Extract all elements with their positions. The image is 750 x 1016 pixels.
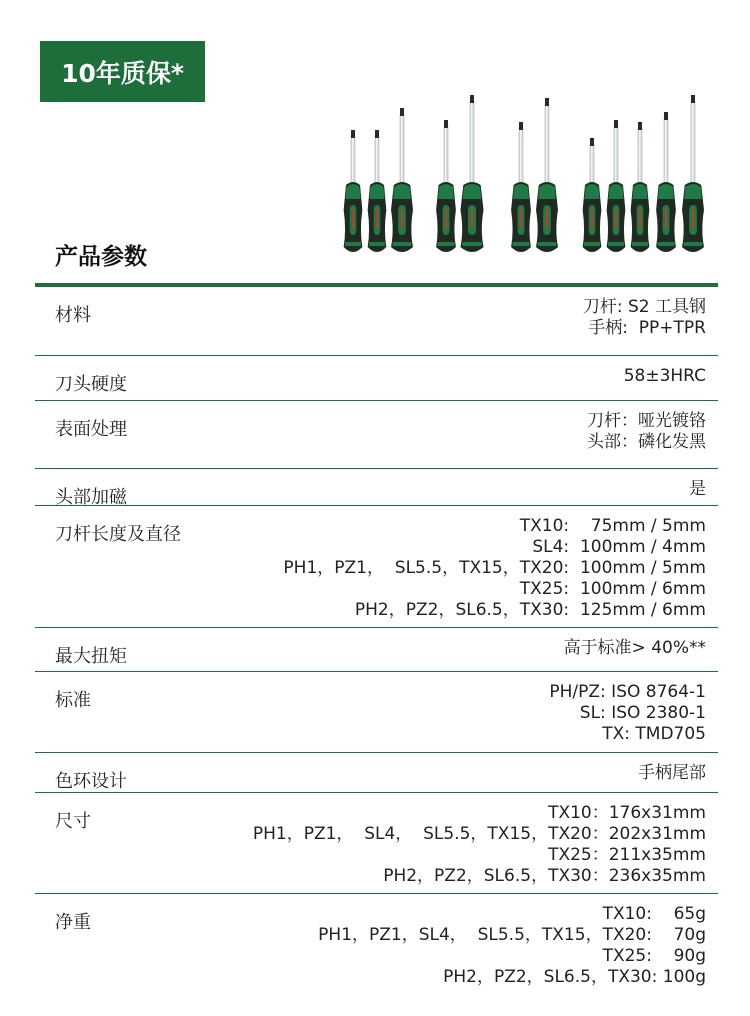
spec-label: 刀杆长度及直径 xyxy=(55,524,181,545)
spec-value-line: 58±3HRC xyxy=(623,366,706,386)
spec-value xyxy=(587,401,718,468)
screwdriver-icon xyxy=(511,122,531,252)
spec-row xyxy=(35,401,718,469)
spec-value xyxy=(564,628,718,671)
spec-label: 标准 xyxy=(55,690,91,711)
screwdriver-icon xyxy=(536,98,558,252)
spec-value-line: PH2，PZ2，SL6.5，TX30: 100g xyxy=(443,967,706,987)
spec-value-line: 是 xyxy=(689,479,706,499)
spec-value-line: 头部：磷化发黑 xyxy=(587,432,706,452)
spec-value-line: TX25: 100mm / 6mm xyxy=(519,579,706,599)
spec-label: 表面处理 xyxy=(55,419,127,440)
screwdriver-icon xyxy=(607,120,626,252)
spec-value-line: TX10：176x31mm xyxy=(548,803,706,823)
screwdriver-icon xyxy=(583,138,602,252)
spec-value-line: PH/PZ: ISO 8764-1 xyxy=(549,682,706,702)
spec-label: 净重 xyxy=(55,912,91,933)
spec-value xyxy=(318,894,718,990)
spec-row xyxy=(35,753,718,793)
spec-value-line: TX10: 75mm / 5mm xyxy=(519,516,706,536)
spec-value xyxy=(583,287,718,355)
spec-value xyxy=(549,672,718,752)
screwdriver-icon xyxy=(436,120,456,252)
spec-row xyxy=(35,793,718,894)
spec-label: 材料 xyxy=(55,305,91,326)
spec-row xyxy=(35,356,718,401)
screwdriver-set-image xyxy=(335,90,715,265)
spec-row xyxy=(35,287,718,356)
screwdriver-icon xyxy=(368,130,387,252)
screwdriver-icon xyxy=(460,95,483,252)
spec-value-line: SL4: 100mm / 4mm xyxy=(532,537,706,557)
spec-label: 色环设计 xyxy=(55,771,127,792)
spec-value-line: PH1，PZ1， SL5.5，TX15，TX20: 100mm / 5mm xyxy=(283,558,706,578)
spec-value-line: 手柄: PP+TPR xyxy=(588,318,706,338)
screwdriver-icon xyxy=(656,112,676,252)
section-title: 产品参数 xyxy=(55,244,147,270)
spec-value-line: PH1，PZ1，SL4， SL5.5，TX15，TX20: 70g xyxy=(318,925,706,945)
spec-value-line: TX25: 90g xyxy=(602,946,706,966)
spec-value-line: TX: TMD705 xyxy=(602,724,706,744)
spec-value-line: 高于标准> 40%** xyxy=(563,638,706,658)
spec-value-line: PH2，PZ2，SL6.5，TX30: 125mm / 6mm xyxy=(354,600,706,620)
spec-value-line: 刀杆: S2 工具钢 xyxy=(582,297,706,317)
screwdriver-icon xyxy=(631,122,650,252)
spec-value xyxy=(283,506,718,627)
spec-value xyxy=(638,753,718,792)
spec-value-line: SL: ISO 2380-1 xyxy=(579,703,706,723)
screwdriver-icon xyxy=(682,95,704,252)
spec-row xyxy=(35,469,718,506)
spec-value-line: PH2，PZ2，SL6.5，TX30：236x35mm xyxy=(383,866,706,886)
spec-value-line: PH1，PZ1， SL4， SL5.5，TX15，TX20：202x31mm xyxy=(252,824,706,844)
spec-row xyxy=(35,506,718,628)
spec-value xyxy=(689,469,718,505)
spec-value-line: TX10: 65g xyxy=(602,904,706,924)
spec-row xyxy=(35,672,718,753)
spec-label: 刀头硬度 xyxy=(55,374,127,395)
screwdriver-icon xyxy=(344,130,363,252)
spec-label: 最大扭矩 xyxy=(55,646,127,667)
spec-value-line: TX25：211x35mm xyxy=(548,845,706,865)
spec-value-line: 刀杆：哑光镀铬 xyxy=(587,411,706,431)
spec-value-line: 手柄尾部 xyxy=(638,763,706,783)
spec-label: 头部加磁 xyxy=(55,487,127,508)
spec-table xyxy=(35,287,718,990)
spec-label: 尺寸 xyxy=(55,811,91,832)
screwdriver-icon xyxy=(391,108,413,252)
spec-value xyxy=(253,793,718,893)
spec-value xyxy=(624,356,718,400)
spec-row xyxy=(35,894,718,990)
spec-row xyxy=(35,628,718,672)
warranty-badge: 10年质保* xyxy=(40,41,205,102)
